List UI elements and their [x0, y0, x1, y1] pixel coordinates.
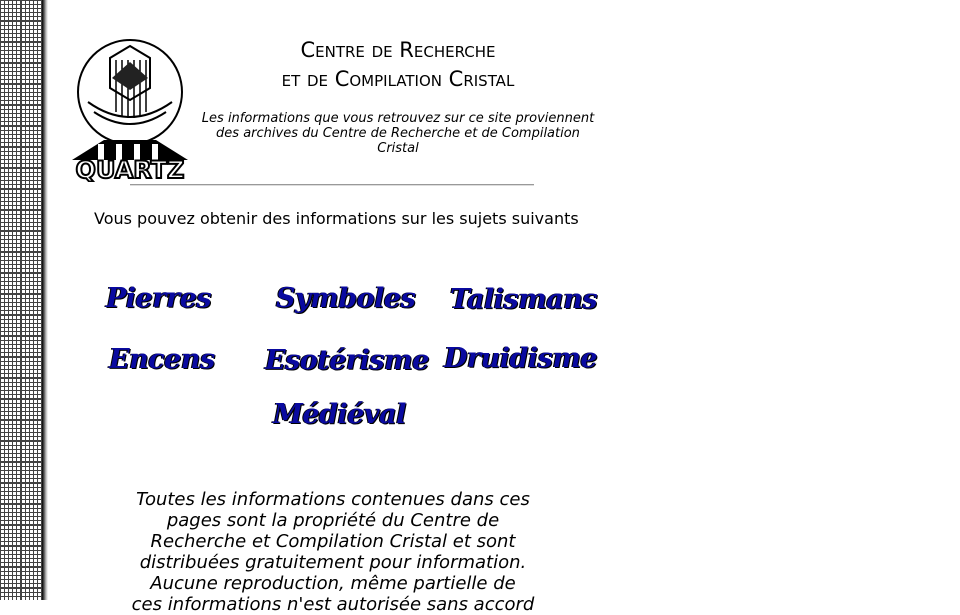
intro-text: Les informations que vous retrouvez sur ce site proviennent des archives du Centre de Recherche et de Compilation Cristal	[201, 111, 595, 156]
link-druidisme[interactable]: Druidisme	[444, 343, 598, 374]
notice-line: distribuées gratuitement pour information.	[139, 552, 527, 573]
border-shadow	[42, 0, 48, 600]
notice-line: Toutes les informations contenues dans ces	[136, 489, 530, 510]
notice-line: ces informations n'est autorisée sans accord	[131, 594, 535, 615]
greek-key-border	[0, 0, 42, 600]
link-symboles[interactable]: Symboles	[276, 283, 416, 314]
link-talismans[interactable]: Talismans	[450, 284, 598, 315]
notice-line: pages sont la propriété du Centre de	[166, 510, 500, 531]
divider	[130, 184, 534, 186]
notice-line: Recherche et Compilation Cristal et sont	[150, 531, 516, 552]
lead-text: Vous pouvez obtenir des informations sur les sujets suivants	[94, 209, 579, 228]
title-line-1: Centre de Recherche	[300, 38, 496, 62]
logo-text: QUARTZ	[75, 156, 185, 182]
title-line-2: et de Compilation Cristal	[281, 67, 515, 91]
notice-line: Aucune reproduction, même partielle de	[150, 573, 516, 594]
link-pierres[interactable]: Pierres	[106, 283, 212, 314]
quartz-logo	[68, 32, 196, 182]
site-title	[200, 36, 596, 94]
copyright-notice	[128, 489, 538, 615]
link-esoterisme[interactable]: Esotérisme	[265, 345, 429, 376]
link-encens[interactable]: Encens	[109, 344, 215, 375]
link-medieval[interactable]: Médiéval	[273, 399, 406, 430]
